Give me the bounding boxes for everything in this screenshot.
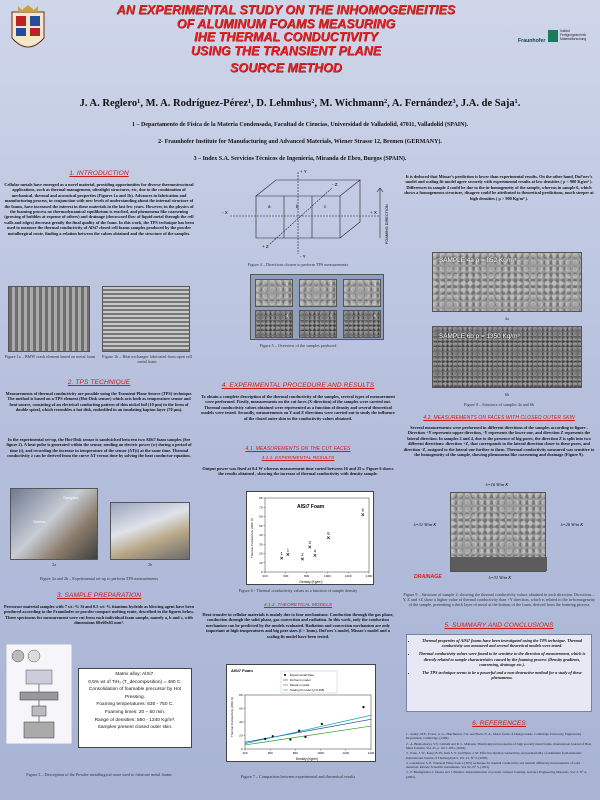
chart-ylabel: Thermal Conductivity (W/m K) — [230, 696, 234, 738]
title-line: AN EXPERIMENTAL STUDY ON THE INHOMOGENEITIES — [116, 3, 456, 17]
figure-2b-label: 2b — [147, 562, 153, 567]
x-tick-label: 1200 — [344, 574, 352, 578]
y-tick-label: 0 — [240, 747, 243, 751]
university-crest-icon — [6, 4, 50, 60]
data-point — [264, 738, 266, 740]
data-point — [304, 736, 306, 738]
axis-label: + X — [370, 210, 377, 215]
sample-6b-label: SAMPLE 6b ρ = 1350 Kg/m³ — [439, 333, 520, 340]
series-line — [245, 726, 371, 745]
chart-ylabel: Thermal Conductivity (W/m K) — [250, 517, 254, 559]
data-point-label: 2 — [301, 552, 304, 558]
plot-frame — [245, 695, 371, 749]
section-title-references: 6. REFERENCES — [472, 720, 526, 727]
sample-photo — [343, 279, 381, 307]
chart-xlabel: Density (Kg/m³) — [295, 757, 319, 761]
data-point-label: 3 — [308, 540, 311, 546]
figure-4-caption: Figure 4 – Directions chosen to perform TPS measurements — [247, 262, 349, 267]
lambda-bottom: λ=31 W/m K — [488, 575, 512, 580]
x-tick-label: 600 — [283, 574, 289, 578]
references-list — [406, 732, 592, 780]
data-point — [289, 738, 291, 740]
data-point — [301, 558, 304, 561]
lambda-right: λ=26 W/m K — [560, 522, 584, 527]
reference-item: 2 - A. Bhattacharya, V.V. Calmidi and R. L. Mahajan, Thermophysical properties of high porosity metal foams. International Journal of Heat Mass Transfer, Vol. 45, p. 1017-1031, (2002). — [406, 741, 592, 751]
figure-1a-photo — [8, 286, 90, 352]
data-point-label: 1 — [280, 551, 283, 557]
authors: J. A. Reglero¹, M. A. Rodríguez-Pérez¹, D. Lehmhus², M. Wichmann², A. Fernández³, J.A. de Saja¹. — [79, 98, 521, 109]
specimen-label: a — [268, 204, 271, 209]
data-point — [362, 706, 364, 708]
logo-line: Fertigungstechnik — [560, 32, 587, 37]
legend-entry: Scaling fit model (y=0.468) — [290, 688, 325, 692]
figure-1b-photo — [102, 286, 190, 352]
chart-title: AlSi7 Foam — [231, 668, 253, 673]
affiliation: 3 – Index S.A. Servicios Técnicos de Ingeniería, Miranda de Ebro, Burgos (SPAIN). — [193, 156, 407, 162]
sample-number: 5 — [330, 313, 332, 318]
models-text: Heat transfer in cellular materials is mainly due to four mechanisms: Conduction through the gas phase, conduction through the solid phase, gas convection and radiation. In this work, only the conduction mechanism can be predicted by the models evaluated. Radiation and convection mechanism are only important at high temperatures and big pore sizes (l > 3mm). Duf'nev's model, Missar's model and a scaling fit model have been tested. — [202, 612, 394, 639]
model-comparison-chart — [227, 665, 377, 763]
affiliation: 2- Fraunhofer Institute for Manufacturing and Advanced Materials, Wiener Strasse 12, Bremen (GERMANY). — [158, 139, 442, 145]
sample-4a-photo — [432, 252, 582, 312]
figure-1a-caption: Figure 1a – BMW crash element based on metal foam — [4, 354, 96, 359]
sample-photo — [255, 310, 293, 338]
legend-entry: Missar's model — [290, 683, 310, 687]
x-tick-label: 1200 — [342, 751, 350, 755]
data-point — [298, 730, 300, 732]
sample-2-photo — [450, 492, 546, 572]
poster-header — [0, 0, 600, 168]
axis-label: - Y — [300, 254, 306, 259]
sample-number: 6 — [374, 313, 376, 318]
photo-label: Sensor — [33, 519, 46, 524]
y-tick-label: 0 — [260, 570, 263, 574]
series-line — [245, 715, 371, 743]
subsection-title-cut-faces: 4.1. MEASUREMENTS ON THE CUT FACES — [245, 446, 351, 452]
tps-text-2: In the experimental set-up, the Hot-Disk sensor is sandwiched between two AlSi7 foam samples (See figure 2). A heat pulse is generated within the sensor, sending an electric power (w) during a period of time (t), and recording the increase in temperature of the sensor (ΔT(t) at the same time. Thermal conductivity λ can be derived from the curve ΔT versus time by solving the heat conductor equation. — [6, 437, 192, 459]
figure-2-caption: Figure 2a and 2b – Experimental set-up to perform TPS measurements — [39, 576, 159, 581]
data-point-label: 6 — [361, 507, 364, 513]
reference-item: 4 - Gustafsson S. E. Transient Plane Source (TPS) technique for thermal conductivity and thermal diffusivity measurements of solid materials. Review Scientific Instruments, Vol. 62, N° 3, (1991). — [406, 760, 581, 770]
samples-overview-photo — [250, 274, 384, 340]
x-tick-label: 600 — [267, 751, 273, 755]
y-tick-label: 80 — [239, 693, 243, 697]
y-tick-label: 80 — [259, 496, 263, 500]
title-line: OF ALUMINUM FOAMS MEASURING — [176, 16, 396, 31]
figure-1b-caption: Figure 1b – Heat exchanger fabricated from open cell metal foam — [102, 354, 192, 364]
tps-text-1: Measurements of thermal conductivity are possible using the Transient Plane Source (TPS) technique. The method is based on a TPS element (Hot-Disk sensor) which acts both as temperature sensor and heat source, consisting of an electrical conducting pattern of thin nickel foil (10 μm) in the form of double spiral, which resembles a hot disk, embedded in an insulating kapton layer (70 μm). — [5, 391, 193, 413]
logo-caption — [560, 30, 596, 42]
conclusion-item: • The TPS technique seems to be a powerful and a non-destructive method for a study of these phenomena. — [417, 670, 587, 680]
measurement-directions-diagram — [220, 168, 396, 260]
lambda-top: λ=16 W/m K — [485, 482, 509, 487]
conclusion-item: • Thermal properties of AlSi7 foams have been investigated using the TPS technique. Thermal conductivity was measured and several theoretical models were tested. — [417, 638, 587, 648]
sample-number: 1 — [286, 282, 288, 287]
figure-9 — [402, 482, 596, 592]
drainage-layer — [451, 557, 547, 571]
legend-entry: Experimental Data — [290, 673, 314, 677]
sample-4a-label: SAMPLE 4a ρ = 852 Kg/m³ — [439, 257, 516, 264]
closed-skin-text: Several measurements were performed in different directions of the samples according to figure . Direction +Y represents upper direction, -Y represents the lower one, and direction Z represents the lateral direction. In samples 2 and 4, due to the presence of big pores, the direction Z is split into two different directions: direction +Z, that corresponds to the lateral direction closer to these pores, and direction -Z, assigned to the lateral one further to them. Thermal conductivity measured was sensitive to the homogeneity of the sample, showing phenomena like coarsening and drainage (Figure 9). — [403, 425, 595, 458]
reference-item: 1 - Ashby, M.F., Evans, A. G., Hutchinson, J.W. and Fleck, N. A., Metal foams: A Design Guide. Cambridge University, Engineering Department, Cambridge, (1999). — [406, 732, 582, 741]
data-point-label: 4 — [313, 548, 317, 554]
sample-number: 2 — [330, 282, 332, 287]
figure-7-chart — [226, 664, 376, 762]
logo-text: Fraunhofer — [518, 38, 546, 44]
results-text: Output power was fixed at 0.4 W whereas measurement time varied between 16 and 25 s. Figure 6 shows the results obtained , showing the increase of thermal conductivity with density sample. — [202, 466, 394, 477]
axis-label: + Y — [300, 169, 307, 174]
legend-entry: Duf'nev's model — [290, 678, 311, 682]
sample-6b-photo — [432, 326, 582, 388]
chart-legend — [281, 671, 337, 693]
logo-line: Materialforschung — [560, 36, 587, 41]
sample-photo — [343, 310, 381, 338]
x-tick-label: 800 — [292, 751, 298, 755]
foaming-direction-label: FOAMING DIRECTION — [385, 204, 389, 244]
y-tick-label: 70 — [259, 505, 263, 510]
data-point — [361, 513, 364, 516]
section-title-sample-preparation: 3. SAMPLE PREPARATION — [56, 592, 142, 599]
param-line: 0,5% wt of TiH₂ (T_decomposition) = 480 C. — [88, 679, 182, 685]
y-tick-label: 40 — [239, 720, 243, 724]
data-point — [287, 553, 290, 556]
powder-metallurgy-diagram — [6, 644, 72, 744]
sample-number: 3 — [374, 282, 376, 287]
param-line: Range of densities: 560 - 1340 Kg/m³. — [94, 717, 176, 723]
param-line: Foaming temperatures: 630 - 750 C. — [96, 702, 174, 708]
figure-7-caption: Figure 7 – Comparison between experimental and theoretical results — [240, 774, 356, 779]
section-title-introduction: 1. INTRODUCTION — [69, 170, 129, 177]
subsection-title-results: 4.1.1. EXPERIMENTAL RESULTS — [261, 455, 335, 460]
specimen-label: c — [324, 204, 327, 209]
x-tick-label: 1000 — [317, 751, 324, 755]
x-tick-label: 400 — [242, 751, 248, 755]
arrow-up-icon — [377, 188, 383, 238]
drainage-label: DRAINAGE — [414, 574, 442, 580]
section-title-experimental: 4. EXPERIMENTAL PROCEDURE AND RESULTS — [221, 382, 375, 389]
y-tick-label: 20 — [259, 551, 263, 556]
y-tick-label: 60 — [239, 706, 243, 711]
model-discussion-text: It is deduced that Missar's prediction is lower than experimental results. On the other hand, Duf'nev's model and scaling fit model agree securely with experimental results at low densities ( ρ < 900 Kg/m³ ). Differences in sample 4 could be due to the in-homogeneity of the sample, whereas in sample 6, which shows a homogeneous structure, disagree could be attributed to theoretical predictions, much steeper at high densities ( ρ > 900 Kg/m³ ). — [404, 174, 594, 201]
title-line: IHE THERMAL CONDUCTIVITY — [194, 30, 378, 45]
reference-item: 3 - Paek, J. W., Kang, B. H., Kim S. Y. and Hyun, J. M. Effective thermal conductivity and permeability of aluminum foam materials. International Journal of Thermophysics, Vol. 21, N° 2, (2000). — [406, 751, 583, 760]
conclusion-item: • Thermal conductivity values were found to be sensitive to the direction of measurement, which is directly related to sample characteristics caused by the foaming process (Density gradients, coarsening, drainage etc.). — [417, 651, 587, 667]
title-line: SOURCE METHOD — [230, 61, 342, 76]
affiliation: 1 – Departamento de Física de la Materia Condensada, Facultad de Ciencias, Universidad de Valladolid, 47011, Valladolid (SPAIN). — [132, 122, 468, 128]
sample-parameters-box — [78, 668, 192, 748]
figure-6b-label: 6b — [504, 392, 510, 397]
data-point — [314, 554, 317, 557]
figure-2b-photo — [110, 502, 190, 560]
chart-title: AlSi7 Foam — [297, 504, 325, 510]
sample-prep-text: Precursor material samples with 7 wt.-% Si and 0.5 wt.-% titanium hydride as blowing agent have been produced according to the Fraunhofer or powder compact melting route, described in the figures below. Three specimens for measurement were cut from each individual foam sample, namely a, b and c, with dimensions 60x60x65 mm³. — [4, 604, 195, 626]
subsection-title-models: 4.1.2. THEORETICAL MODELS — [263, 602, 333, 607]
data-point-label: 5 — [327, 530, 330, 536]
x-tick-label: 1400 — [367, 751, 375, 755]
param-line: Samples present closed outer skin. — [97, 725, 173, 731]
param-line: Matrix alloy: AlSi7. — [115, 672, 155, 677]
figure-6-caption: Figure 6 - Thermal conductivity values as a function of sample density — [238, 588, 358, 593]
x-tick-label: 400 — [262, 574, 268, 578]
fraunhofer-logo — [518, 30, 596, 68]
y-tick-label: 60 — [259, 514, 263, 519]
specimen-label: b — [296, 204, 299, 209]
data-point-label: 1 — [286, 547, 290, 553]
subsection-title-closed-skin: 4.2. MEASUREMENTS ON FACES WITH CLOSED OUTER SKIN — [423, 415, 575, 421]
x-tick-label: 1000 — [324, 574, 331, 578]
section-title-tps: 2. TPS TECHNIQUE — [67, 379, 131, 386]
conductivity-density-scatter — [247, 492, 375, 586]
photo-label: Samples — [63, 495, 79, 500]
sample-number: 4 — [286, 313, 288, 318]
figure-4a-label: 4a — [505, 316, 509, 321]
sample-photo — [299, 310, 337, 338]
param-line: Consolidation of foamable precursor by Hot Pressing. — [88, 687, 182, 700]
logo-line: Institut — [560, 29, 570, 33]
y-tick-label: 40 — [259, 533, 263, 537]
series-line — [245, 719, 371, 742]
data-point — [327, 536, 330, 539]
param-line: Foaming times: 20 – 50 min. — [104, 709, 166, 715]
conclusions-box — [406, 634, 592, 712]
y-tick-label: 20 — [239, 733, 243, 738]
axis-label: - Z — [332, 182, 338, 187]
y-tick-label: 10 — [259, 560, 263, 565]
figure-5-caption: Figure 5 – Overview of the samples produced — [259, 343, 337, 348]
y-tick-label: 30 — [259, 542, 263, 547]
experimental-text: To obtain a complete description of the thermal conductivity of the samples, several types of measurement were performed. Firstly, measurements on the cut faces (X-direction) of the samples were carried out. Thermal conductivity values obtained were represented as a function of density and several theoretical models were tested. Secondly, measurements on Y and Z directions were carried out to study the influence of the closed outer skin in the conductivity values obtained. — [201, 394, 395, 421]
figure-2a-label: 2a — [52, 562, 56, 567]
lambda-left: λ=31 W/m K — [413, 522, 437, 527]
data-point — [272, 735, 274, 737]
title-line: USING THE TRANSIENT PLANE — [190, 43, 382, 58]
x-tick-label: 800 — [304, 574, 310, 578]
poster-title — [58, 4, 514, 76]
figure-8-caption: Figure 8 – Structure of samples 4a and 6b — [463, 402, 534, 407]
data-point — [280, 557, 283, 560]
figure-2a-photo — [10, 488, 98, 560]
chart-xlabel: Density (Kg/m³) — [299, 580, 323, 584]
figure-6-chart — [246, 491, 374, 585]
data-point — [321, 723, 323, 725]
sample-photo — [255, 279, 293, 307]
logo-mark-icon — [548, 30, 558, 42]
y-tick-label: 50 — [259, 523, 263, 528]
section-title-conclusions: 5. SUMMARY AND CONCLUSIONS — [444, 622, 554, 629]
reference-item: 5 - F. Baumgärtner, I. Duarte and J. Banhart. Industrialization of powder compact foaming. Advance Engineering Materials, Vol. 2, N° 4, (2002). — [406, 770, 587, 779]
intro-text: Cellular metals have emerged as a novel material, providing opportunities for diverse thermostructural applications, such as thermal management, ultralight structures, etc, due to the combination of mechanical, thermal and acoustical properties (Figures 1a and 1b). Advances in fabrication and manufacturing process, in conjunction with new levels of understanding about the internal structure of the foams, have increased the interest in these materials in the last few years. However, in the physics of the foaming process no thermodynamical equilibrium is reached, and phenomena like coarsening (growing of bubbles at expense of others) and drainage (downward flow of liquid metal through the cell walls and edges) decrease greatly the final quality of the foam. In this work, the TPS technique has been used to measure the thermal conductivity of AlSi7 closed cell foams samples produced by the powder metallurgical route, finding a relation between the values obtained and the structure of the samples. — [4, 182, 194, 236]
axis-label: - X — [222, 210, 228, 215]
data-point — [308, 546, 311, 549]
axis-label: + Z — [262, 244, 269, 249]
sample-photo — [299, 279, 337, 307]
x-tick-label: 1400 — [365, 574, 373, 578]
figure-9-caption: Figure 9 – Structure of sample 2, showing the thermal conductivity values obtained in each direction. Directions –Y, Z and +Z show a higher value of thermal conductivity than +Y direction, which is related to the in-homogeneity of the sample, presenting a thick layer of metal at the bottom of the foam, derived from the foaming process — [402, 592, 596, 607]
figure-3-caption: Figure 3 – Description of the Powder metallurgical route used to fabricate metal foams — [26, 772, 172, 777]
